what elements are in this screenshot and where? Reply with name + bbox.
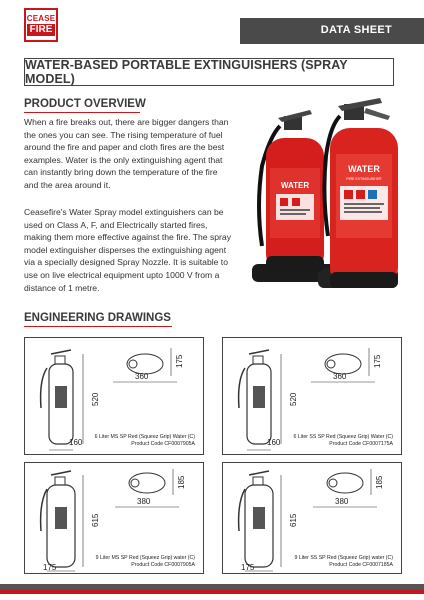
dim-height-3: 615 bbox=[91, 513, 100, 527]
dim-base-4: 175 bbox=[241, 563, 255, 572]
drawing-caption-3 bbox=[96, 555, 195, 568]
dim-top-2: 175 bbox=[373, 354, 382, 368]
overview-paragraph-2: Ceasefire's Water Spray model extinguishers can be used on Class A, F, and Electrically started fires, making them more effective against the fire. The spray model extinguisher disperses the extinguishing agent via a specially designed Spray Nozzle. It is suitable to use on live electrical equipment upto 1000 V from a distance of 1 metre. bbox=[24, 207, 231, 293]
data-sheet-bar bbox=[240, 18, 424, 44]
footer-accent bbox=[0, 590, 424, 594]
dim-top-4: 185 bbox=[375, 475, 384, 489]
dim-base-3: 175 bbox=[43, 563, 57, 572]
overview-heading bbox=[24, 98, 146, 110]
drawing-box-2 bbox=[222, 337, 402, 455]
dim-height-2: 520 bbox=[289, 392, 298, 406]
front-extinguisher bbox=[324, 98, 398, 288]
dim-height-1: 520 bbox=[91, 392, 100, 406]
drawing-code-1: Product Code CF0007905A bbox=[131, 440, 195, 447]
dim-base-1: 160 bbox=[69, 438, 83, 447]
engineering-heading-underline bbox=[24, 326, 172, 328]
engineering-heading-text: ENGINEERING DRAWINGS bbox=[24, 312, 171, 324]
overview-paragraph-1: When a fire breaks out, there are bigger dangers than the ones you can see. The rising temperature of fuel around the fire and paper and cloth fires are the best examples. Water is the only extinguishing agent that can instantly bring down the temperature of the fire and the area around it. bbox=[24, 117, 229, 190]
rear-label-word: WATER bbox=[280, 181, 310, 190]
dim-width-1: 360 bbox=[135, 372, 149, 381]
page-title: WATER-BASED PORTABLE EXTINGUISHERS (SPRAY MODEL) bbox=[25, 58, 348, 86]
front-label-word: WATER bbox=[348, 164, 380, 174]
dim-top-1: 175 bbox=[175, 354, 184, 368]
drawing-box-4 bbox=[222, 462, 402, 574]
product-photo bbox=[240, 96, 410, 292]
engineering-heading bbox=[24, 312, 171, 324]
dim-top-3: 185 bbox=[177, 475, 186, 489]
rear-extinguisher bbox=[259, 110, 324, 272]
data-sheet-label: DATA SHEET bbox=[320, 24, 392, 36]
drawing-code-4: Product Code CF0007185A bbox=[329, 561, 393, 568]
drawing-name-1: 6 Liter MS SP Red (Squeez Grip) Water (C) bbox=[94, 434, 195, 440]
dim-width-4: 380 bbox=[335, 497, 349, 506]
dim-base-2: 160 bbox=[267, 438, 281, 447]
drawing-code-3: Product Code CF0007905A bbox=[131, 561, 195, 568]
dim-height-4: 615 bbox=[289, 513, 298, 527]
overview-heading-text: PRODUCT OVERVIEW bbox=[24, 98, 146, 110]
drawing-caption-2 bbox=[294, 434, 393, 447]
drawing-caption-4 bbox=[294, 555, 393, 568]
drawing-caption-1 bbox=[95, 434, 195, 447]
drawing-name-4: 9 Liter SS SP Red (Squeez Grip) water (C) bbox=[294, 555, 393, 561]
dim-width-2: 360 bbox=[333, 372, 347, 381]
drawing-name-2: 6 Liter SS SP Red (Squeez Grip) Water (C) bbox=[293, 434, 393, 440]
drawing-box-1 bbox=[24, 337, 204, 455]
dim-width-3: 380 bbox=[137, 497, 151, 506]
logo-line-2: FIRE bbox=[27, 24, 55, 36]
title-box bbox=[24, 58, 394, 86]
drawing-code-2: Product Code CF0007175A bbox=[329, 440, 393, 447]
logo-line-1: CEASE bbox=[26, 14, 56, 23]
drawing-name-3: 9 Liter MS SP Red (Squeez Grip) water (C) bbox=[95, 555, 195, 561]
ceasefire-logo bbox=[24, 8, 58, 42]
drawing-box-3 bbox=[24, 462, 204, 574]
overview-heading-underline bbox=[24, 112, 140, 114]
front-label-sub: FIRE EXTINGUISHER bbox=[346, 177, 382, 181]
